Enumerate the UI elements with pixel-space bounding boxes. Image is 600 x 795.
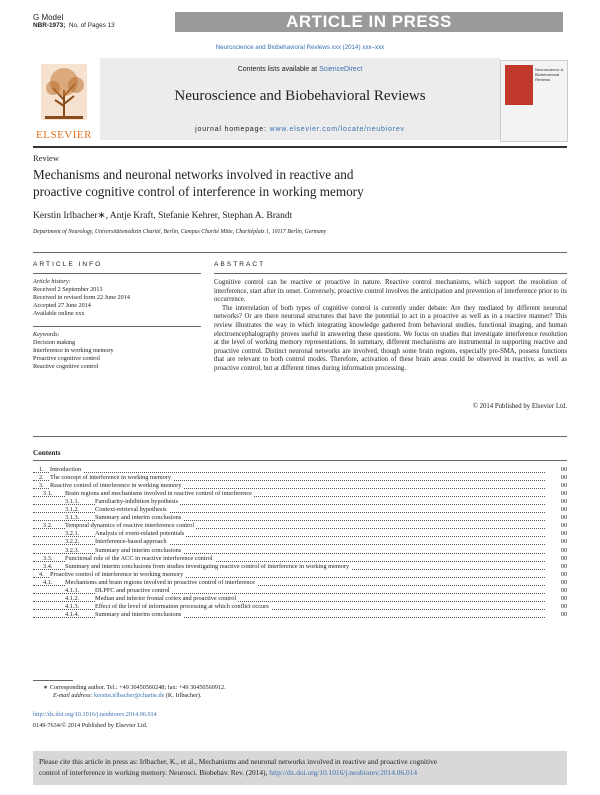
toc-entry[interactable]	[33, 530, 567, 538]
article-info-heading: ARTICLE INFO	[33, 261, 103, 268]
keywords-label: Keywords:	[33, 331, 60, 338]
toc-page-number: 00	[558, 514, 567, 522]
abstract-paragraph-2: The interrelation of both types of cognitive control is currently under debate: Are they mediated by different neuronal networks? Or are there neuronal structures that have the potential to act in a proactive as well as in a reactive manner? This review illustrates the way in which integrating knowledge gathered from behavioral studies, functional imaging, and human electroencephalography proves useful in answering these questions. We focus on studies that investigate interference resolution at the level of working memory representations. In summary, different mechanisms are instrumental in supporting reactive and proactive control. Distinct neuronal networks are involved, though some brain regions, especially pre-SMA, possess functions that are relevant to both control modes. Therefore, activation of these brain areas could be observed in reactive, as well as proactive control, but at different times during information processing.	[214, 304, 567, 372]
toc-number: 3.1.2.	[65, 506, 80, 514]
toc-number: 4.1.2.	[65, 594, 80, 602]
toc-page-number: 00	[558, 579, 567, 587]
toc-number: 3.1.1.	[65, 498, 80, 506]
toc-title: Summary and interim conclusions	[95, 546, 182, 554]
abstract-body	[214, 279, 567, 374]
toc-number: 3.1.	[43, 490, 53, 498]
elsevier-wordmark: ELSEVIER	[36, 129, 92, 141]
toc-title: Context-retrieval hypothesis	[95, 506, 167, 514]
toc-number: 3.2.	[43, 522, 53, 530]
contents-rule	[33, 460, 567, 461]
contents-heading: Contents	[33, 449, 61, 457]
toc-number: 4.1.	[43, 578, 53, 586]
issn-line: 0149-7634/© 2014 Published by Elsevier Ltd.	[33, 722, 148, 729]
affiliation: Department of Neurology, Universitätsmedizin Charité, Berlin, Campus Charité Mitte, Charitéplatz 1, 10117 Berlin, Germany	[33, 229, 327, 235]
online-date: Available online xxx	[33, 310, 85, 317]
cover-title: Neuroscience & Biobehavioral Reviews	[535, 67, 564, 82]
toc-entry[interactable]	[33, 563, 567, 571]
email-link[interactable]: kerstin.irlbacher@charite.de	[94, 692, 165, 699]
journal-banner	[100, 58, 500, 140]
received-date: Received 2 September 2013	[33, 286, 103, 293]
toc-number: 3.2.2.	[65, 538, 80, 546]
contents-available-label: Contents lists available at	[237, 66, 318, 73]
revised-date: Received in revised form 22 June 2014	[33, 294, 130, 301]
citation-line-2: control of interference in working memory. Neurosci. Biobehav. Rev. (2014),	[39, 768, 268, 777]
toc-title: Analysis of event-related potentials	[95, 530, 185, 538]
article-title	[33, 166, 567, 200]
toc-page-number: 00	[558, 498, 567, 506]
elsevier-tree-icon	[33, 60, 95, 126]
citation-doi-link[interactable]: http://dx.doi.org/10.1016/j.neubiorev.2014.06.014	[269, 768, 418, 777]
toc-entry[interactable]	[33, 547, 567, 555]
article-in-press-badge: ARTICLE IN PRESS	[175, 12, 563, 32]
toc-title: The concept of interference in working memory	[50, 474, 171, 482]
toc-page-number: 00	[558, 522, 567, 530]
toc-title: Summary and interim conclusions from studies investigating reactive control of interference in working memory	[65, 562, 350, 570]
article-code: NBR-1973;	[33, 22, 66, 29]
corresponding-author: ∗ Corresponding author. Tel.: +49 30450560248; fax: +49 30450560912.	[43, 684, 226, 691]
toc-entry[interactable]	[33, 466, 567, 474]
toc-number: 4.1.1.	[65, 586, 80, 594]
toc-title: Effect of the level of information processing at which conflict occurs	[95, 602, 269, 610]
toc-title: Functional role of the ACC in reactive interference control	[65, 554, 213, 562]
abstract-heading: ABSTRACT	[214, 261, 266, 268]
toc-entry[interactable]	[33, 571, 567, 579]
toc-entry[interactable]	[33, 498, 567, 506]
email-suffix: (K. Irlbacher).	[165, 692, 202, 699]
toc-page-number: 00	[558, 611, 567, 619]
toc-entry[interactable]	[33, 514, 567, 522]
keywords-rule	[33, 326, 201, 327]
toc-page-number: 00	[558, 474, 567, 482]
toc-title: Temporal dynamics of reactive interference control	[65, 522, 195, 530]
banner-rule	[33, 146, 567, 148]
toc-page-number: 00	[558, 490, 567, 498]
abstract-rule	[214, 273, 567, 274]
toc-title: Reactive control of interference in working memory	[50, 482, 182, 490]
homepage-link[interactable]: www.elsevier.com/locate/neubiorev	[269, 126, 405, 133]
sciencedirect-link[interactable]: ScienceDirect	[319, 66, 363, 73]
toc-title: Familiarity-inhibition hypothesis	[95, 498, 179, 506]
keyword-item: Reactive cognitive control	[33, 363, 99, 370]
toc-entry[interactable]	[33, 611, 567, 619]
toc-entry[interactable]	[33, 506, 567, 514]
toc-title: Introduction	[50, 466, 82, 473]
footnote-rule	[33, 680, 73, 681]
cover-image-icon	[505, 65, 533, 105]
toc-page-number: 00	[558, 603, 567, 611]
email-label: E-mail address:	[53, 692, 93, 699]
toc-title: Proactive control of interference in working memory	[50, 570, 184, 578]
citation-line-1: Please cite this article in press as: Irlbacher, K., et al., Mechanisms and neuronal networks involved in reactive and proactive cognitive	[39, 757, 438, 766]
doi-link[interactable]: http://dx.doi.org/10.1016/j.neubiorev.2014.06.014	[33, 711, 157, 718]
keyword-item: Decision making	[33, 339, 76, 346]
toc-number: 3.2.3.	[65, 546, 80, 554]
toc-number: 4.1.4.	[65, 610, 80, 618]
toc-page-number: 00	[558, 595, 567, 603]
toc-entry[interactable]	[33, 555, 567, 563]
abstract-divider	[33, 436, 567, 437]
toc-number: 3.3.	[43, 554, 53, 562]
info-rule	[33, 273, 201, 274]
copyright-notice: © 2014 Published by Elsevier Ltd.	[472, 403, 567, 410]
toc-number: 4.1.3.	[65, 602, 80, 610]
article-type: Review	[33, 153, 59, 163]
toc-number: 4.	[39, 570, 44, 578]
toc-title: Interference-based approach	[95, 538, 167, 546]
toc-page-number: 00	[558, 482, 567, 490]
toc-page-number: 00	[558, 547, 567, 555]
footnote	[33, 684, 567, 700]
toc-page-number: 00	[558, 563, 567, 571]
accepted-date: Accepted 27 June 2014	[33, 302, 91, 309]
toc-number: 2.	[39, 474, 44, 482]
homepage-label: journal homepage:	[195, 126, 267, 133]
model-label: G Model	[33, 13, 64, 22]
history-label: Article history:	[33, 278, 71, 285]
toc-entry[interactable]	[33, 538, 567, 546]
toc-page-number: 00	[558, 587, 567, 595]
keyword-item: Interference in working memory	[33, 347, 114, 354]
journal-cover-thumbnail	[500, 60, 568, 142]
toc-title: Brain regions and mechanisms involved in reactive control of interference	[65, 490, 252, 498]
toc-entry[interactable]	[33, 579, 567, 587]
toc-entry[interactable]	[33, 595, 567, 603]
title-divider	[33, 252, 567, 253]
toc-entry[interactable]	[33, 603, 567, 611]
title-line-2: proactive cognitive control of interference in working memory	[33, 184, 364, 199]
toc-page-number: 00	[558, 538, 567, 546]
title-line-1: Mechanisms and neuronal networks involved in reactive and	[33, 167, 354, 182]
toc-number: 1.	[39, 466, 44, 473]
abstract-paragraph-1: Cognitive control can be reactive or proactive in nature. Reactive control mechanisms, which support the resolution of interference, start after its onset. Conversely, proactive control involves the anticipation and prevention of interference prior to its occurrence.	[214, 279, 567, 304]
toc-entry[interactable]	[33, 587, 567, 595]
toc-entry[interactable]	[33, 490, 567, 498]
journal-title: Neuroscience and Biobehavioral Reviews	[174, 88, 426, 104]
toc-entry[interactable]	[33, 482, 567, 490]
toc-leader-dots	[33, 466, 545, 473]
toc-page-number: 00	[558, 555, 567, 563]
keyword-item: Proactive cognitive control	[33, 355, 101, 362]
toc-page-number: 00	[558, 466, 567, 474]
keywords-block	[33, 331, 201, 371]
journal-reference[interactable]: Neuroscience and Biobehavioral Reviews xxx (2014) xxx–xxx	[215, 44, 385, 51]
elsevier-logo	[33, 60, 95, 140]
toc-number: 3.1.3.	[65, 514, 80, 522]
article-history	[33, 278, 201, 318]
toc-title: Median and inferior frontal cortex and proactive control	[95, 594, 237, 602]
toc-entry[interactable]	[33, 522, 567, 530]
toc-number: 3.2.1.	[65, 530, 80, 538]
toc-title: Mechanisms and brain regions involved in proactive control of interference	[65, 578, 256, 586]
toc-title: DLPFC and proactive control	[95, 586, 170, 594]
toc-entry[interactable]	[33, 474, 567, 482]
toc-title: Summary and interim conclusions	[95, 514, 182, 522]
toc-title: Summary and interim conclusions	[95, 610, 182, 618]
running-header-left	[33, 14, 115, 30]
toc-page-number: 00	[558, 530, 567, 538]
author-list: Kerstin Irlbacher∗, Antje Kraft, Stefanie Kehrer, Stephan A. Brandt	[33, 211, 293, 221]
toc-number: 3.	[39, 482, 44, 490]
citation-box	[33, 751, 567, 785]
toc-page-number: 00	[558, 506, 567, 514]
page-count: No. of Pages 13	[68, 22, 115, 29]
toc-page-number: 00	[558, 571, 567, 579]
toc-number: 3.4.	[43, 562, 53, 570]
